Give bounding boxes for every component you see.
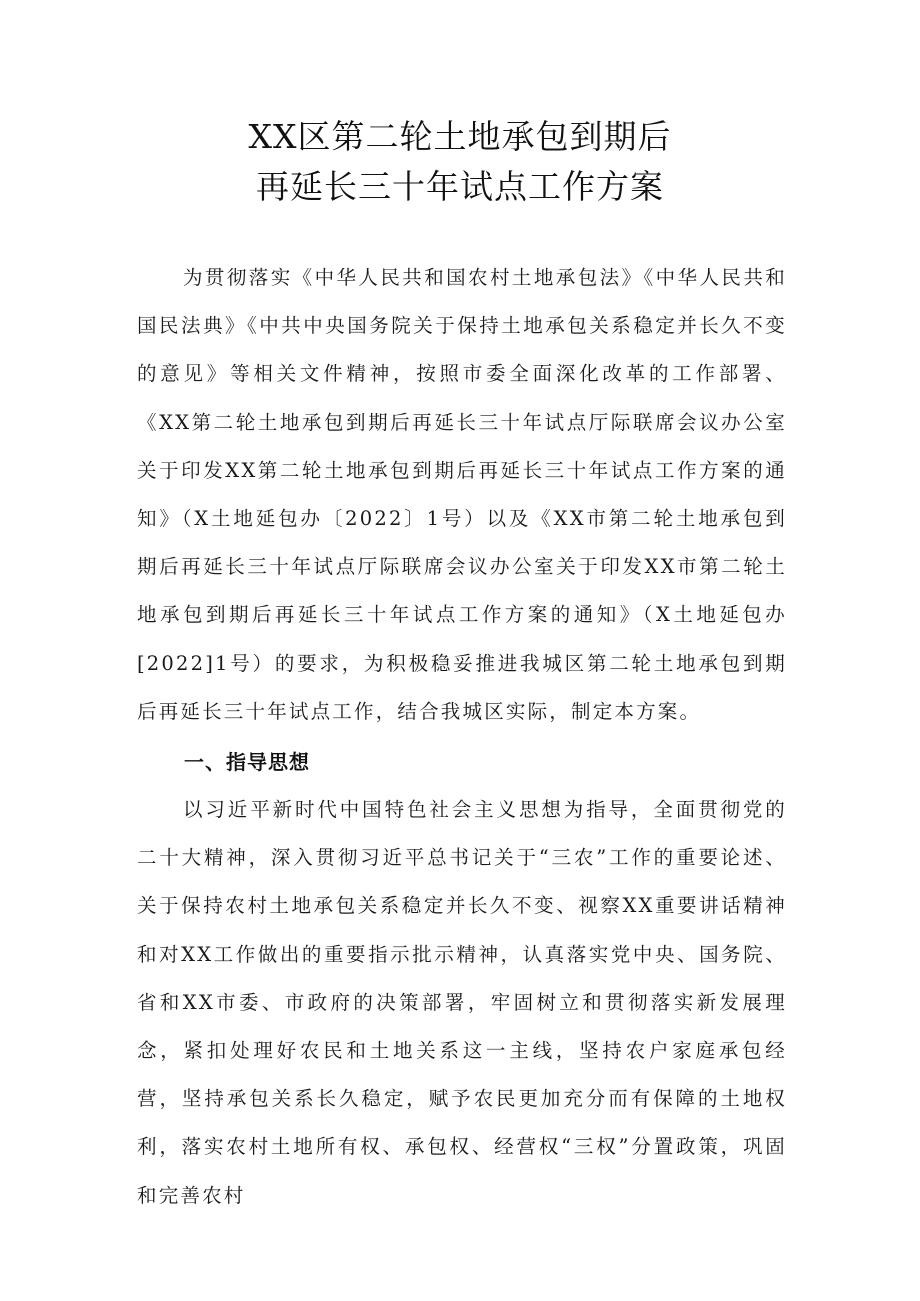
intro-paragraph: 为贯彻落实《中华人民共和国农村土地承包法》《中华人民共和国民法典》《中共中央国务院关于保持土地承包关系稳定并长久不变的意见》等相关文件精神，按照市委全面深化改革的工作部署、《XX第二轮土地承包到期后再延长三十年试点厅际联席会议办公室关于印发XX第二轮土地承包到期后再延长三十年试点工作方案的通知》（X土地延包办〔2022〕1号）以及《XX市第二轮土地承包到期后再延长三十年试点厅际联席会议办公室关于印发XX市第二轮土地承包到期后再延长三十年试点工作方案的通知》（X土地延包办[2022]1号）的要求，为积极稳妥推进我城区第二轮土地承包到期后再延长三十年试点工作，结合我城区实际，制定本方案。 xyxy=(137,266,787,723)
section-heading-guiding-ideology: 一、指导思想 xyxy=(184,750,310,774)
document-title xyxy=(0,112,920,212)
title-line-2: 再延长三十年试点工作方案 xyxy=(256,167,664,206)
guiding-ideology-paragraph: 以习近平新时代中国特色社会主义思想为指导，全面贯彻党的二十大精神，深入贯彻习近平总书记关于“三农”工作的重要论述、关于保持农村土地承包关系稳定并长久不变、视察XX重要讲话精神和对XX工作做出的重要指示批示精神，认真落实党中央、国务院、省和XX市委、市政府的决策部署，牢固树立和贯彻落实新发展理念，紧扣处理好农民和土地关系这一主线，坚持农户家庭承包经营，坚持承包关系长久稳定，赋予农民更加充分而有保障的土地权利，落实农村土地所有权、承包权、经营权“三权”分置政策，巩固和完善农村 xyxy=(137,798,787,1207)
title-line-1: XX区第二轮土地承包到期后 xyxy=(248,117,672,156)
